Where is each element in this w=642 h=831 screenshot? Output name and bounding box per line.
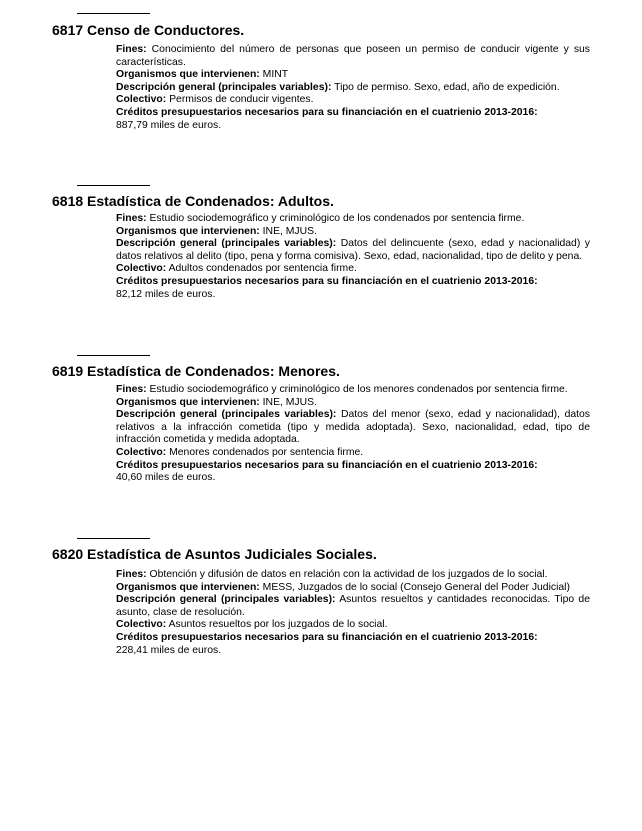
- entry-body: [116, 569, 590, 657]
- separator-rule: [77, 355, 150, 356]
- descripcion-paragraph: [116, 594, 590, 619]
- fines-paragraph: [116, 384, 590, 397]
- fines-paragraph: [116, 213, 590, 226]
- colectivo-text: Menores condenados por sentencia firme.: [169, 446, 364, 458]
- entry-number: 6819: [52, 363, 84, 379]
- descripcion-label: Descripción general (principales variables):: [116, 409, 337, 421]
- creditos-paragraph: [116, 276, 590, 289]
- creditos-value: 82,12 miles de euros.: [116, 288, 216, 300]
- creditos-value: 228,41 miles de euros.: [116, 644, 222, 656]
- colectivo-text: Permisos de conducir vigentes.: [169, 94, 314, 106]
- descripcion-text: Asuntos resueltos y cantidades reconocidas. Tipo de asunto, clase de resolución.: [116, 594, 590, 618]
- colectivo-text: Adultos condenados por sentencia firme.: [168, 263, 357, 275]
- entry-name: Censo de Conductores.: [87, 22, 245, 38]
- organismos-label: Organismos que intervienen:: [116, 225, 260, 237]
- organismos-text: INE, MJUS.: [262, 396, 317, 408]
- fines-text: Obtención y difusión de datos en relación con la actividad de los juzgados de lo social.: [149, 569, 548, 580]
- creditos-paragraph: [116, 460, 590, 473]
- fines-label: Fines:: [116, 384, 147, 395]
- fines-label: Fines:: [116, 213, 147, 224]
- colectivo-label: Colectivo:: [116, 619, 167, 631]
- entry-title: [52, 22, 244, 38]
- entry-name: Estadística de Asuntos Judiciales Sociales.: [87, 546, 377, 562]
- entry-name: Estadística de Condenados: Adultos.: [87, 193, 334, 209]
- entry-body: [116, 213, 590, 301]
- descripcion-paragraph: [116, 82, 590, 95]
- descripcion-text: Datos del delincuente (sexo, edad y nacionalidad) y datos relativos al delito (tipo, pena y forma comisiva). Sexo, edad, nacionalidad, tipo de delito y pena.: [116, 238, 590, 262]
- fines-text: Estudio sociodemográfico y criminológico de los condenados por sentencia firme.: [149, 213, 525, 224]
- colectivo-paragraph: [116, 94, 590, 107]
- descripcion-label: Descripción general (principales variables):: [116, 81, 332, 93]
- descripcion-text: Tipo de permiso. Sexo, edad, año de expedición.: [334, 81, 560, 93]
- creditos-value: 887,79 miles de euros.: [116, 119, 222, 131]
- colectivo-paragraph: [116, 447, 590, 460]
- creditos-paragraph: [116, 107, 590, 120]
- separator-rule: [77, 13, 150, 14]
- fines-text: Conocimiento del número de personas que poseen un permiso de conducir vigente y sus características.: [116, 44, 590, 68]
- creditos-label: Créditos presupuestarios necesarios para su financiación en el cuatrienio 2013-2016:: [116, 631, 538, 643]
- organismos-paragraph: [116, 582, 590, 595]
- separator-rule: [77, 538, 150, 539]
- creditos-paragraph: [116, 632, 590, 645]
- organismos-text: MINT: [262, 69, 289, 81]
- entry-number: 6818: [52, 193, 84, 209]
- entry-body: [116, 384, 590, 485]
- organismos-label: Organismos que intervienen:: [116, 581, 260, 593]
- descripcion-label: Descripción general (principales variables):: [116, 238, 337, 250]
- entry-name: Estadística de Condenados: Menores.: [87, 363, 340, 379]
- descripcion-paragraph: [116, 238, 590, 263]
- organismos-paragraph: [116, 397, 590, 410]
- entry-title: [52, 546, 377, 562]
- colectivo-paragraph: [116, 263, 590, 276]
- descripcion-text: Datos del menor (sexo, edad y nacionalidad), datos relativos a la infracción cometida (tipo y medida adoptada). Sexo, nacionalidad, edad, tipo de infracción cometida y medida adoptada.: [116, 409, 590, 446]
- colectivo-paragraph: [116, 619, 590, 632]
- entry-title: [52, 363, 340, 379]
- fines-paragraph: [116, 569, 590, 582]
- organismos-paragraph: [116, 69, 590, 82]
- fines-text: Estudio sociodemográfico y criminológico de los menores condenados por sentencia firme.: [149, 384, 568, 395]
- creditos-value: 40,60 miles de euros.: [116, 472, 216, 484]
- creditos-label: Créditos presupuestarios necesarios para su financiación en el cuatrienio 2013-2016:: [116, 106, 538, 118]
- separator-rule: [77, 185, 150, 186]
- descripcion-paragraph: [116, 409, 590, 447]
- colectivo-label: Colectivo:: [116, 263, 167, 275]
- entry-number: 6817: [52, 22, 84, 38]
- entry-body: [116, 44, 590, 132]
- organismos-text: MESS, Juzgados de lo social (Consejo General del Poder Judicial): [262, 581, 570, 593]
- organismos-label: Organismos que intervienen:: [116, 69, 260, 81]
- descripcion-label: Descripción general (principales variables):: [116, 594, 336, 606]
- entry-number: 6820: [52, 546, 84, 562]
- organismos-paragraph: [116, 226, 590, 239]
- fines-label: Fines:: [116, 569, 147, 580]
- entry-title: [52, 193, 334, 209]
- fines-paragraph: [116, 44, 590, 69]
- fines-label: Fines:: [116, 44, 147, 55]
- colectivo-label: Colectivo:: [116, 94, 167, 106]
- creditos-label: Créditos presupuestarios necesarios para su financiación en el cuatrienio 2013-2016:: [116, 459, 538, 471]
- creditos-label: Créditos presupuestarios necesarios para su financiación en el cuatrienio 2013-2016:: [116, 275, 538, 287]
- colectivo-text: Asuntos resueltos por los juzgados de lo social.: [168, 619, 388, 631]
- organismos-label: Organismos que intervienen:: [116, 396, 260, 408]
- colectivo-label: Colectivo:: [116, 446, 167, 458]
- organismos-text: INE, MJUS.: [262, 225, 317, 237]
